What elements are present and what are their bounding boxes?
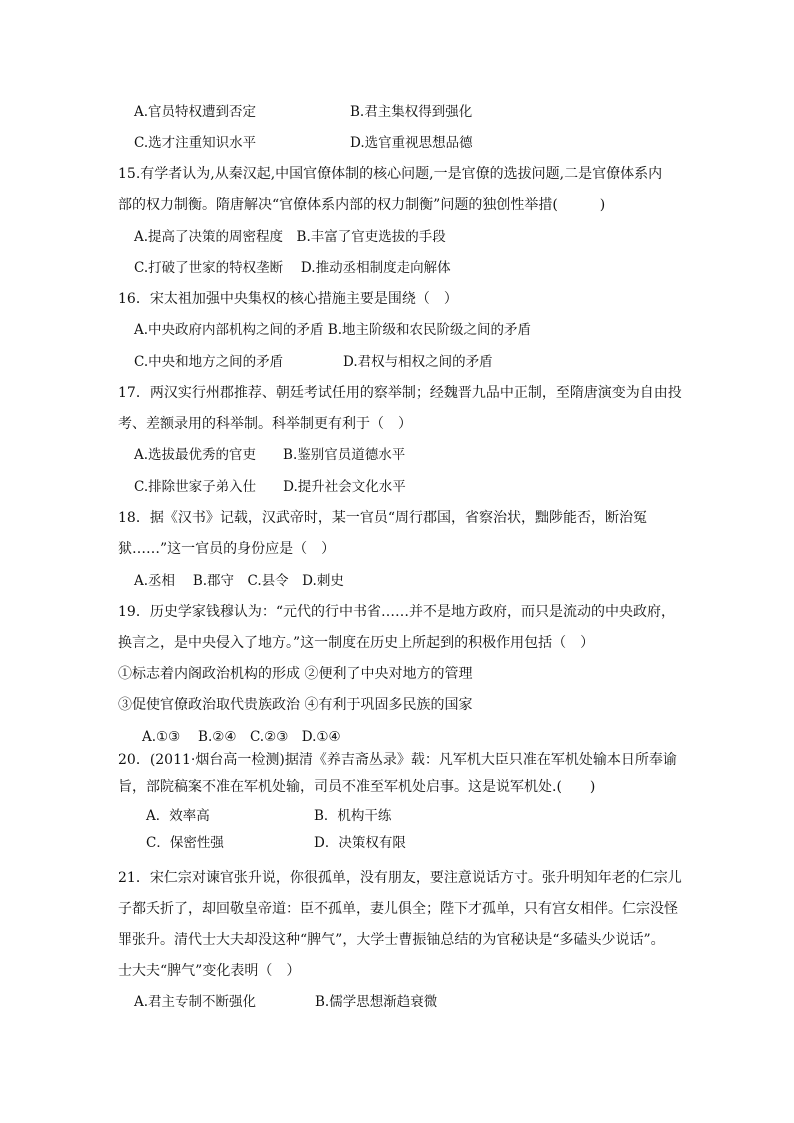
q20-stem-line1: 20．(2011·烟台高一检测)据清《养吉斋丛录》载：凡军机大臣只准在军机处输本日所奉谕 <box>118 752 677 768</box>
q15-options-cd: C.打破了世家的特权垄断 D.推动丞相制度走向解体 <box>134 260 451 276</box>
q16-option-c: C.中央和地方之间的矛盾 <box>134 354 284 370</box>
q19-stem-line1: 19．历史学家钱穆认为：“元代的行中书省……并不是地方政府，而只是流动的中央政府， <box>118 604 675 620</box>
q18-options: A.丞相 B.郡守 C.县令 D.刺史 <box>134 573 344 589</box>
q19-options: A.①③ B.②④ C.②③ D.①④ <box>142 729 341 745</box>
q14-option-c: C.选才注重知识水平 <box>134 135 257 151</box>
q16-stem: 16．宋太祖加强中央集权的核心措施主要是围绕（ ） <box>118 291 458 307</box>
q21-stem-line1: 21．宋仁宗对谏官张升说，你很孤单，没有朋友，要注意说话方寸。张升明知年老的仁宗儿 <box>118 870 682 886</box>
q16-option-d: D.君权与相权之间的矛盾 <box>343 354 493 370</box>
q15-stem-line2: 部的权力制衡。隋唐解决“官僚体系内部的权力制衡”问题的独创性举措( ) <box>118 197 606 213</box>
q20-option-c: C．保密性强 <box>146 835 224 851</box>
q15-options-ab: A.提高了决策的周密程度 B.丰富了官吏选拔的手段 <box>134 229 446 245</box>
q21-option-b: B.儒学思想渐趋衰微 <box>315 994 438 1010</box>
q19-items-12: ①标志着内阁政治机构的形成 ②便利了中央对地方的管理 <box>118 666 473 682</box>
q20-option-d: D．决策权有限 <box>314 835 406 851</box>
q21-stem-line2: 子都夭折了，却回敬皇帝道：臣不孤单，妻儿俱全；陛下才孤单，只有宫女相伴。仁宗没怪 <box>118 901 678 917</box>
q15-stem-line1: 15.有学者认为,从秦汉起,中国官僚体制的核心问题,一是官僚的选拔问题,二是官僚体系内 <box>118 166 663 182</box>
q21-option-a: A.君主专制不断强化 <box>134 994 257 1010</box>
q14-option-d: D.选官重视思想品德 <box>350 135 473 151</box>
q21-stem-line3: 罪张升。清代士大夫却没这种“脾气”，大学士曹振铀总结的为官秘诀是“多磕头少说话”。 <box>118 932 665 948</box>
q20-option-b: B．机构干练 <box>314 808 392 824</box>
q14-option-a: A.官员特权遭到否定 <box>134 104 257 120</box>
q17-options-ab: A.选拔最优秀的官吏 B.鉴别官员道德水平 <box>134 447 406 463</box>
q17-stem-line2: 考、差额录用的科举制。科举制更有利于（ ） <box>118 416 412 432</box>
q17-stem-line1: 17．两汉实行州郡推荐、朝廷考试任用的察举制；经魏晋九品中正制，至隋唐演变为自由投 <box>118 385 682 401</box>
q20-option-a: A．效率高 <box>146 808 210 824</box>
q18-stem-line1: 18．据《汉书》记载，汉武帝时，某一官员“周行郡国，省察治状，黜陟能否，断治冤 <box>118 510 647 526</box>
q19-stem-line2: 换言之，是中央侵入了地方。”这一制度在历史上所起到的积极作用包括（ ） <box>118 635 595 651</box>
q17-options-cd: C.排除世家子弟入仕 D.提升社会文化水平 <box>134 479 406 495</box>
q20-stem-line2: 旨，部院稿案不准在军机处输，司员不准至军机处启事。这是说军机处.( ) <box>118 779 596 795</box>
q14-option-b: B.君主集权得到强化 <box>350 104 473 120</box>
q19-items-34: ③促使官僚政治取代贵族政治 ④有利于巩固多民族的国家 <box>118 697 473 713</box>
q21-stem-line4: 士大夫“脾气”变化表明（ ） <box>118 963 301 979</box>
q16-options-ab: A.中央政府内部机构之间的矛盾 B.地主阶级和农民阶级之间的矛盾 <box>134 322 532 338</box>
q18-stem-line2: 狱……”这一官员的身份应是（ ） <box>118 541 336 557</box>
